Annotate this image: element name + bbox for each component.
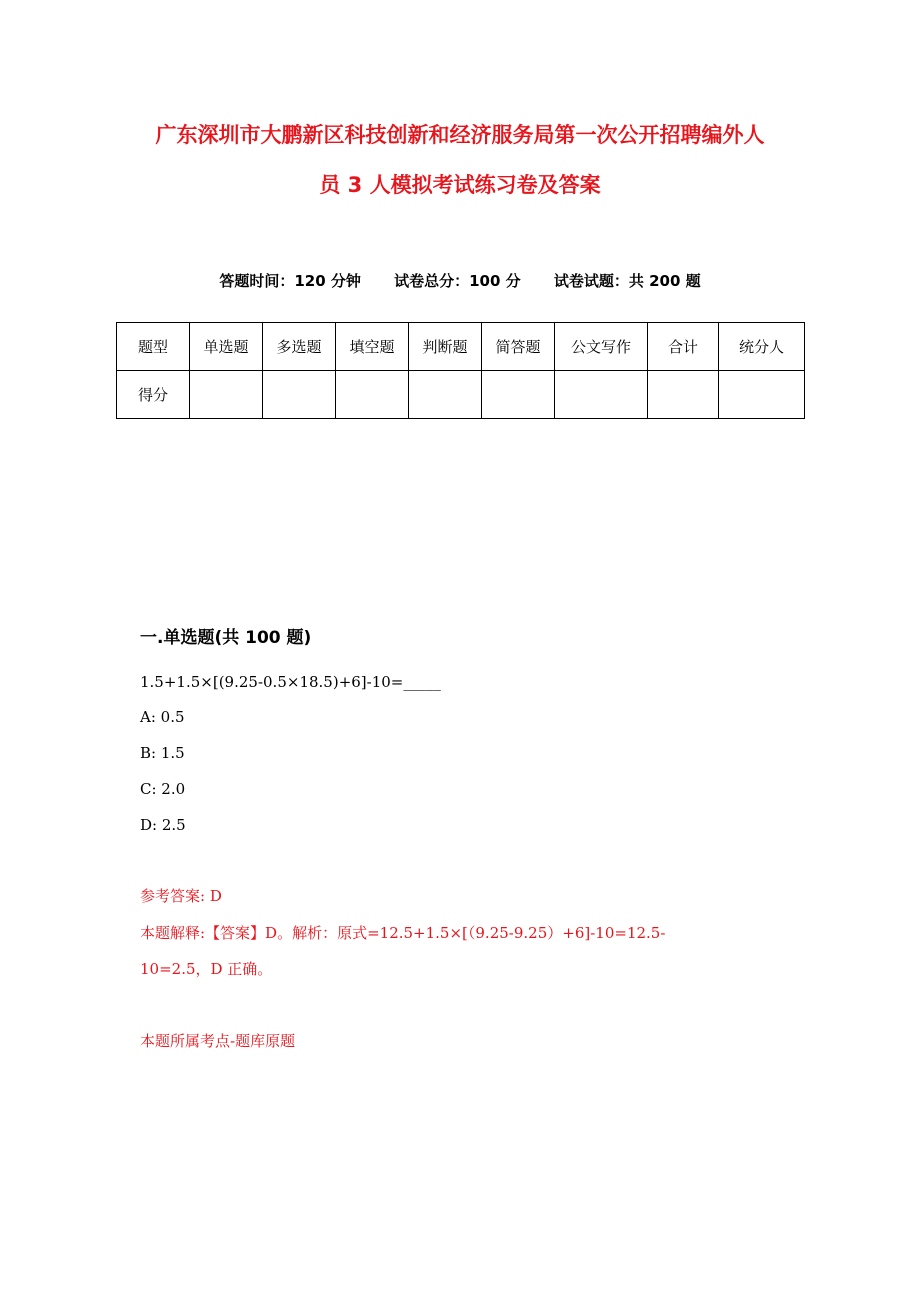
score-table-header-cell: 单选题 — [190, 323, 263, 371]
exam-total-score: 试卷总分：100 分 — [394, 272, 521, 290]
document-title-line-2: 员 3 人模拟考试练习卷及答案 — [319, 173, 601, 197]
score-table-header-cell: 填空题 — [336, 323, 409, 371]
exam-time: 答题时间：120 分钟 — [219, 272, 361, 290]
score-cell — [555, 371, 648, 419]
score-cell — [648, 371, 719, 419]
score-cell — [719, 371, 805, 419]
score-cell — [263, 371, 336, 419]
option-a: A: 0.5 — [140, 708, 185, 726]
option-d: D: 2.5 — [140, 816, 186, 834]
score-table-header-cell: 统分人 — [719, 323, 805, 371]
exam-info — [0, 270, 920, 292]
question-stem: 1.5+1.5×[(9.25-0.5×18.5)+6]-10=_____ — [140, 673, 441, 691]
score-cell — [409, 371, 482, 419]
score-table-header-cell: 合计 — [648, 323, 719, 371]
option-c: C: 2.0 — [140, 780, 186, 798]
score-table-header-cell: 判断题 — [409, 323, 482, 371]
explanation-line-2: 10=2.5，D 正确。 — [140, 960, 273, 978]
question-source: 本题所属考点-题库原题 — [140, 1032, 296, 1050]
score-table-header-cell: 多选题 — [263, 323, 336, 371]
score-table-header-cell: 公文写作 — [555, 323, 648, 371]
reference-answer: 参考答案: D — [140, 887, 222, 905]
option-b: B: 1.5 — [140, 744, 185, 762]
score-row-label: 得分 — [117, 371, 190, 419]
score-table-header-row — [117, 323, 805, 371]
score-table-score-row — [117, 371, 805, 419]
score-table-header-cell: 题型 — [117, 323, 190, 371]
score-table — [116, 322, 805, 419]
document-title-line-1: 广东深圳市大鹏新区科技创新和经济服务局第一次公开招聘编外人 — [155, 123, 765, 147]
exam-question-count: 试卷试题：共 200 题 — [553, 272, 701, 290]
score-table-header-cell: 简答题 — [482, 323, 555, 371]
score-cell — [190, 371, 263, 419]
explanation-line-1: 本题解释:【答案】D。解析：原式=12.5+1.5×[（9.25-9.25）+6]-10=12.5- — [140, 924, 666, 942]
section-title: 一.单选题(共 100 题) — [140, 628, 312, 648]
score-cell — [482, 371, 555, 419]
score-cell — [336, 371, 409, 419]
